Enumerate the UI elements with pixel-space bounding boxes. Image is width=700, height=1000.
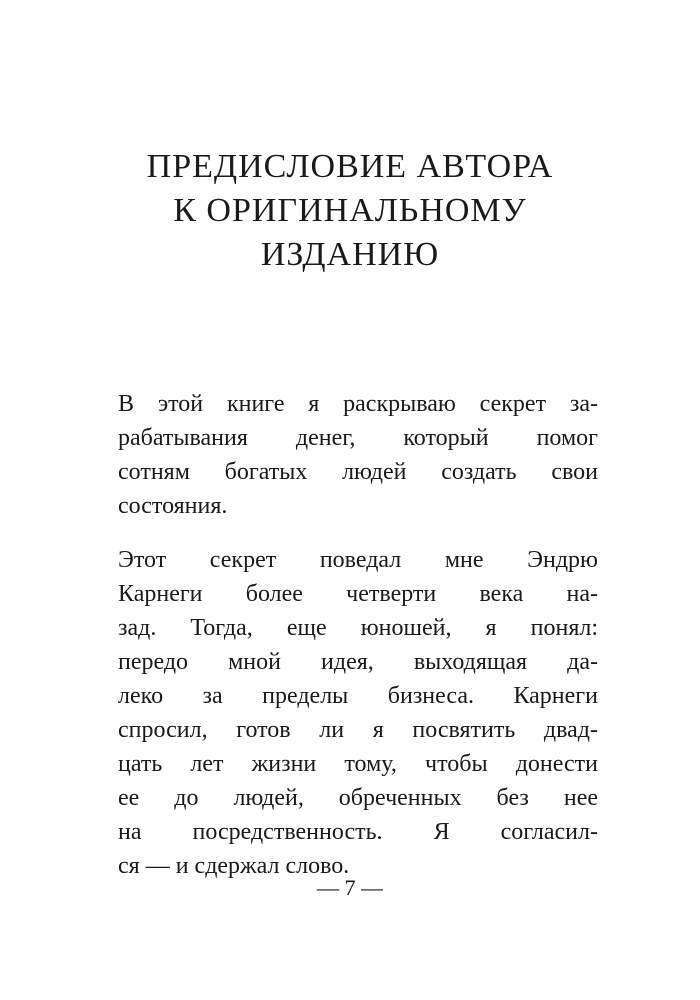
body-text [118, 387, 598, 883]
chapter-title [0, 145, 700, 277]
text-line: Карнеги более четверти века на- [118, 581, 598, 607]
text-line: состояния. [118, 493, 228, 519]
text-line: ся — и сдержал слово. [118, 853, 350, 879]
chapter-title-line: ПРЕДИСЛОВИЕ АВТОРА [146, 148, 554, 185]
paragraph [118, 543, 598, 883]
text-line: цать лет жизни тому, чтобы донести [118, 751, 598, 777]
text-line: рабатывания денег, который помог [118, 425, 598, 451]
text-line: В этой книге я раскрываю секрет за- [118, 391, 598, 417]
text-line: Этот секрет поведал мне Эндрю [118, 547, 598, 573]
text-line: зад. Тогда, еще юношей, я понял: [118, 615, 598, 641]
text-line: ее до людей, обреченных без нее [118, 785, 598, 811]
text-line: леко за пределы бизнеса. Карнеги [118, 683, 598, 709]
page-number: — 7 — [317, 875, 383, 900]
text-line: передо мной идея, выходящая да- [118, 649, 598, 675]
paragraph [118, 387, 598, 523]
text-line: сотням богатых людей создать свои [118, 459, 598, 485]
text-line: спросил, готов ли я посвятить двад- [118, 717, 598, 743]
chapter-title-line: К ОРИГИНАЛЬНОМУ [173, 192, 527, 229]
text-line: на посредственность. Я согласил- [118, 819, 598, 845]
chapter-title-line: ИЗДАНИЮ [260, 236, 440, 273]
